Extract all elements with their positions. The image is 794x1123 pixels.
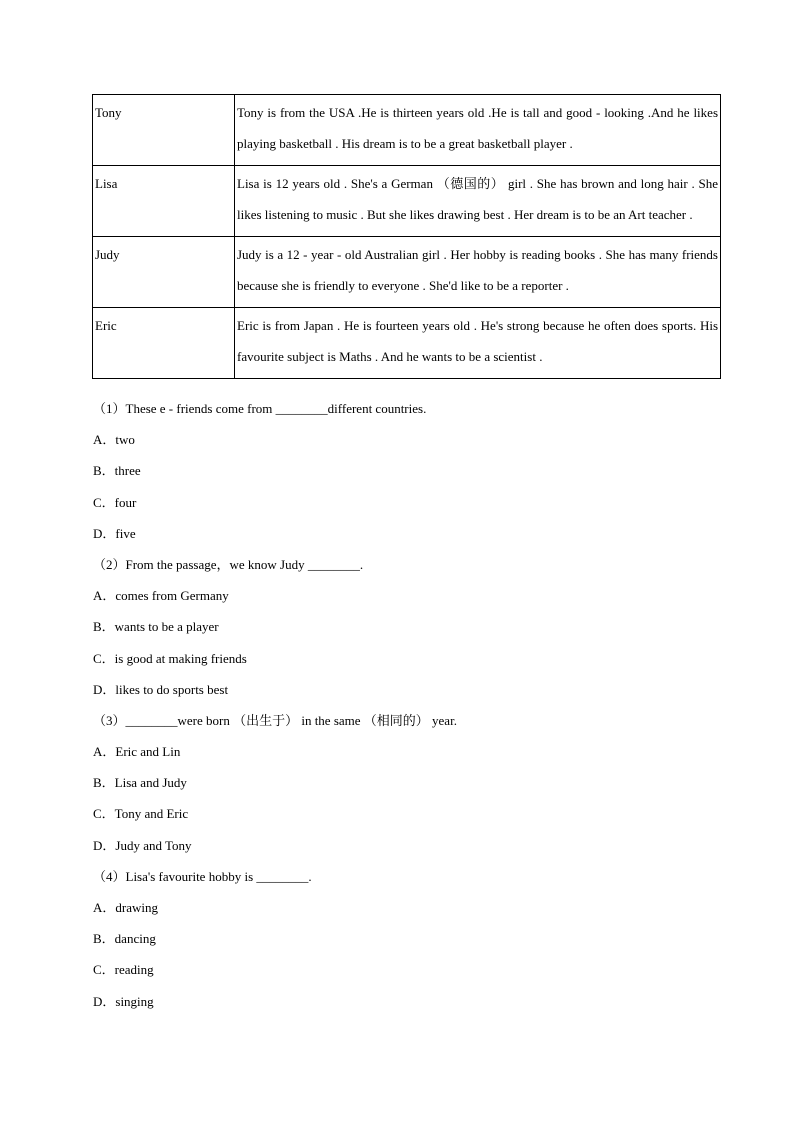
answer-option[interactable]: C．four bbox=[93, 494, 137, 510]
answer-option[interactable]: D．likes to do sports best bbox=[93, 681, 229, 697]
friend-name: Eric bbox=[93, 308, 235, 379]
table-row bbox=[93, 166, 721, 237]
answer-option[interactable]: A．drawing bbox=[93, 900, 158, 915]
friend-description: Eric is from Japan . He is fourteen years old . He's strong because he often does sports. His favourite subject is Maths . And he wants to be a scientist . bbox=[235, 308, 721, 379]
friend-name: Lisa bbox=[93, 166, 235, 237]
answer-option[interactable]: A．Eric and Lin bbox=[93, 744, 181, 760]
friend-description: Judy is a 12 - year - old Australian girl . Her hobby is reading books . She has many friends because she is friendly to everyone . She'd like to be a reporter . bbox=[235, 237, 721, 308]
answer-option[interactable]: C．is good at making friends bbox=[93, 650, 247, 666]
friend-name: Tony bbox=[93, 95, 235, 166]
answer-option[interactable]: D．five bbox=[93, 525, 136, 541]
answer-option[interactable]: B．Lisa and Judy bbox=[93, 775, 187, 791]
question-stem: （4）Lisa's favourite hobby is ________. bbox=[93, 868, 312, 884]
friend-description: Tony is from the USA .He is thirteen years old .He is tall and good - looking .And he likes playing basketball . His dream is to be a great basketball player . bbox=[235, 95, 721, 166]
table-row bbox=[93, 308, 721, 379]
question-stem: （3）________were born （出生于） in the same （相同的） year. bbox=[93, 712, 457, 728]
answer-option[interactable]: A．comes from Germany bbox=[93, 588, 229, 604]
friend-description: Lisa is 12 years old . She's a German （德国的） girl . She has brown and long hair . She likes listening to music . But she likes drawing best . Her dream is to be an Art teacher . bbox=[235, 166, 721, 237]
question-stem: （2）From the passage，we know Judy ________. bbox=[93, 556, 364, 572]
question-list bbox=[93, 393, 723, 1017]
answer-option[interactable]: B．wants to be a player bbox=[93, 619, 219, 635]
answer-option[interactable]: C．Tony and Eric bbox=[93, 806, 189, 822]
question-stem: （1）These e - friends come from ________different countries. bbox=[93, 401, 427, 416]
table-row bbox=[93, 237, 721, 308]
e-friends-table bbox=[92, 94, 721, 379]
answer-option[interactable]: D．singing bbox=[93, 993, 154, 1009]
answer-option[interactable]: B．three bbox=[93, 463, 141, 479]
table-row bbox=[93, 95, 721, 166]
friend-name: Judy bbox=[93, 237, 235, 308]
answer-option[interactable]: B．dancing bbox=[93, 931, 156, 947]
answer-option[interactable]: D．Judy and Tony bbox=[93, 837, 192, 853]
answer-option[interactable]: A．two bbox=[93, 432, 135, 448]
answer-option[interactable]: C．reading bbox=[93, 962, 154, 978]
